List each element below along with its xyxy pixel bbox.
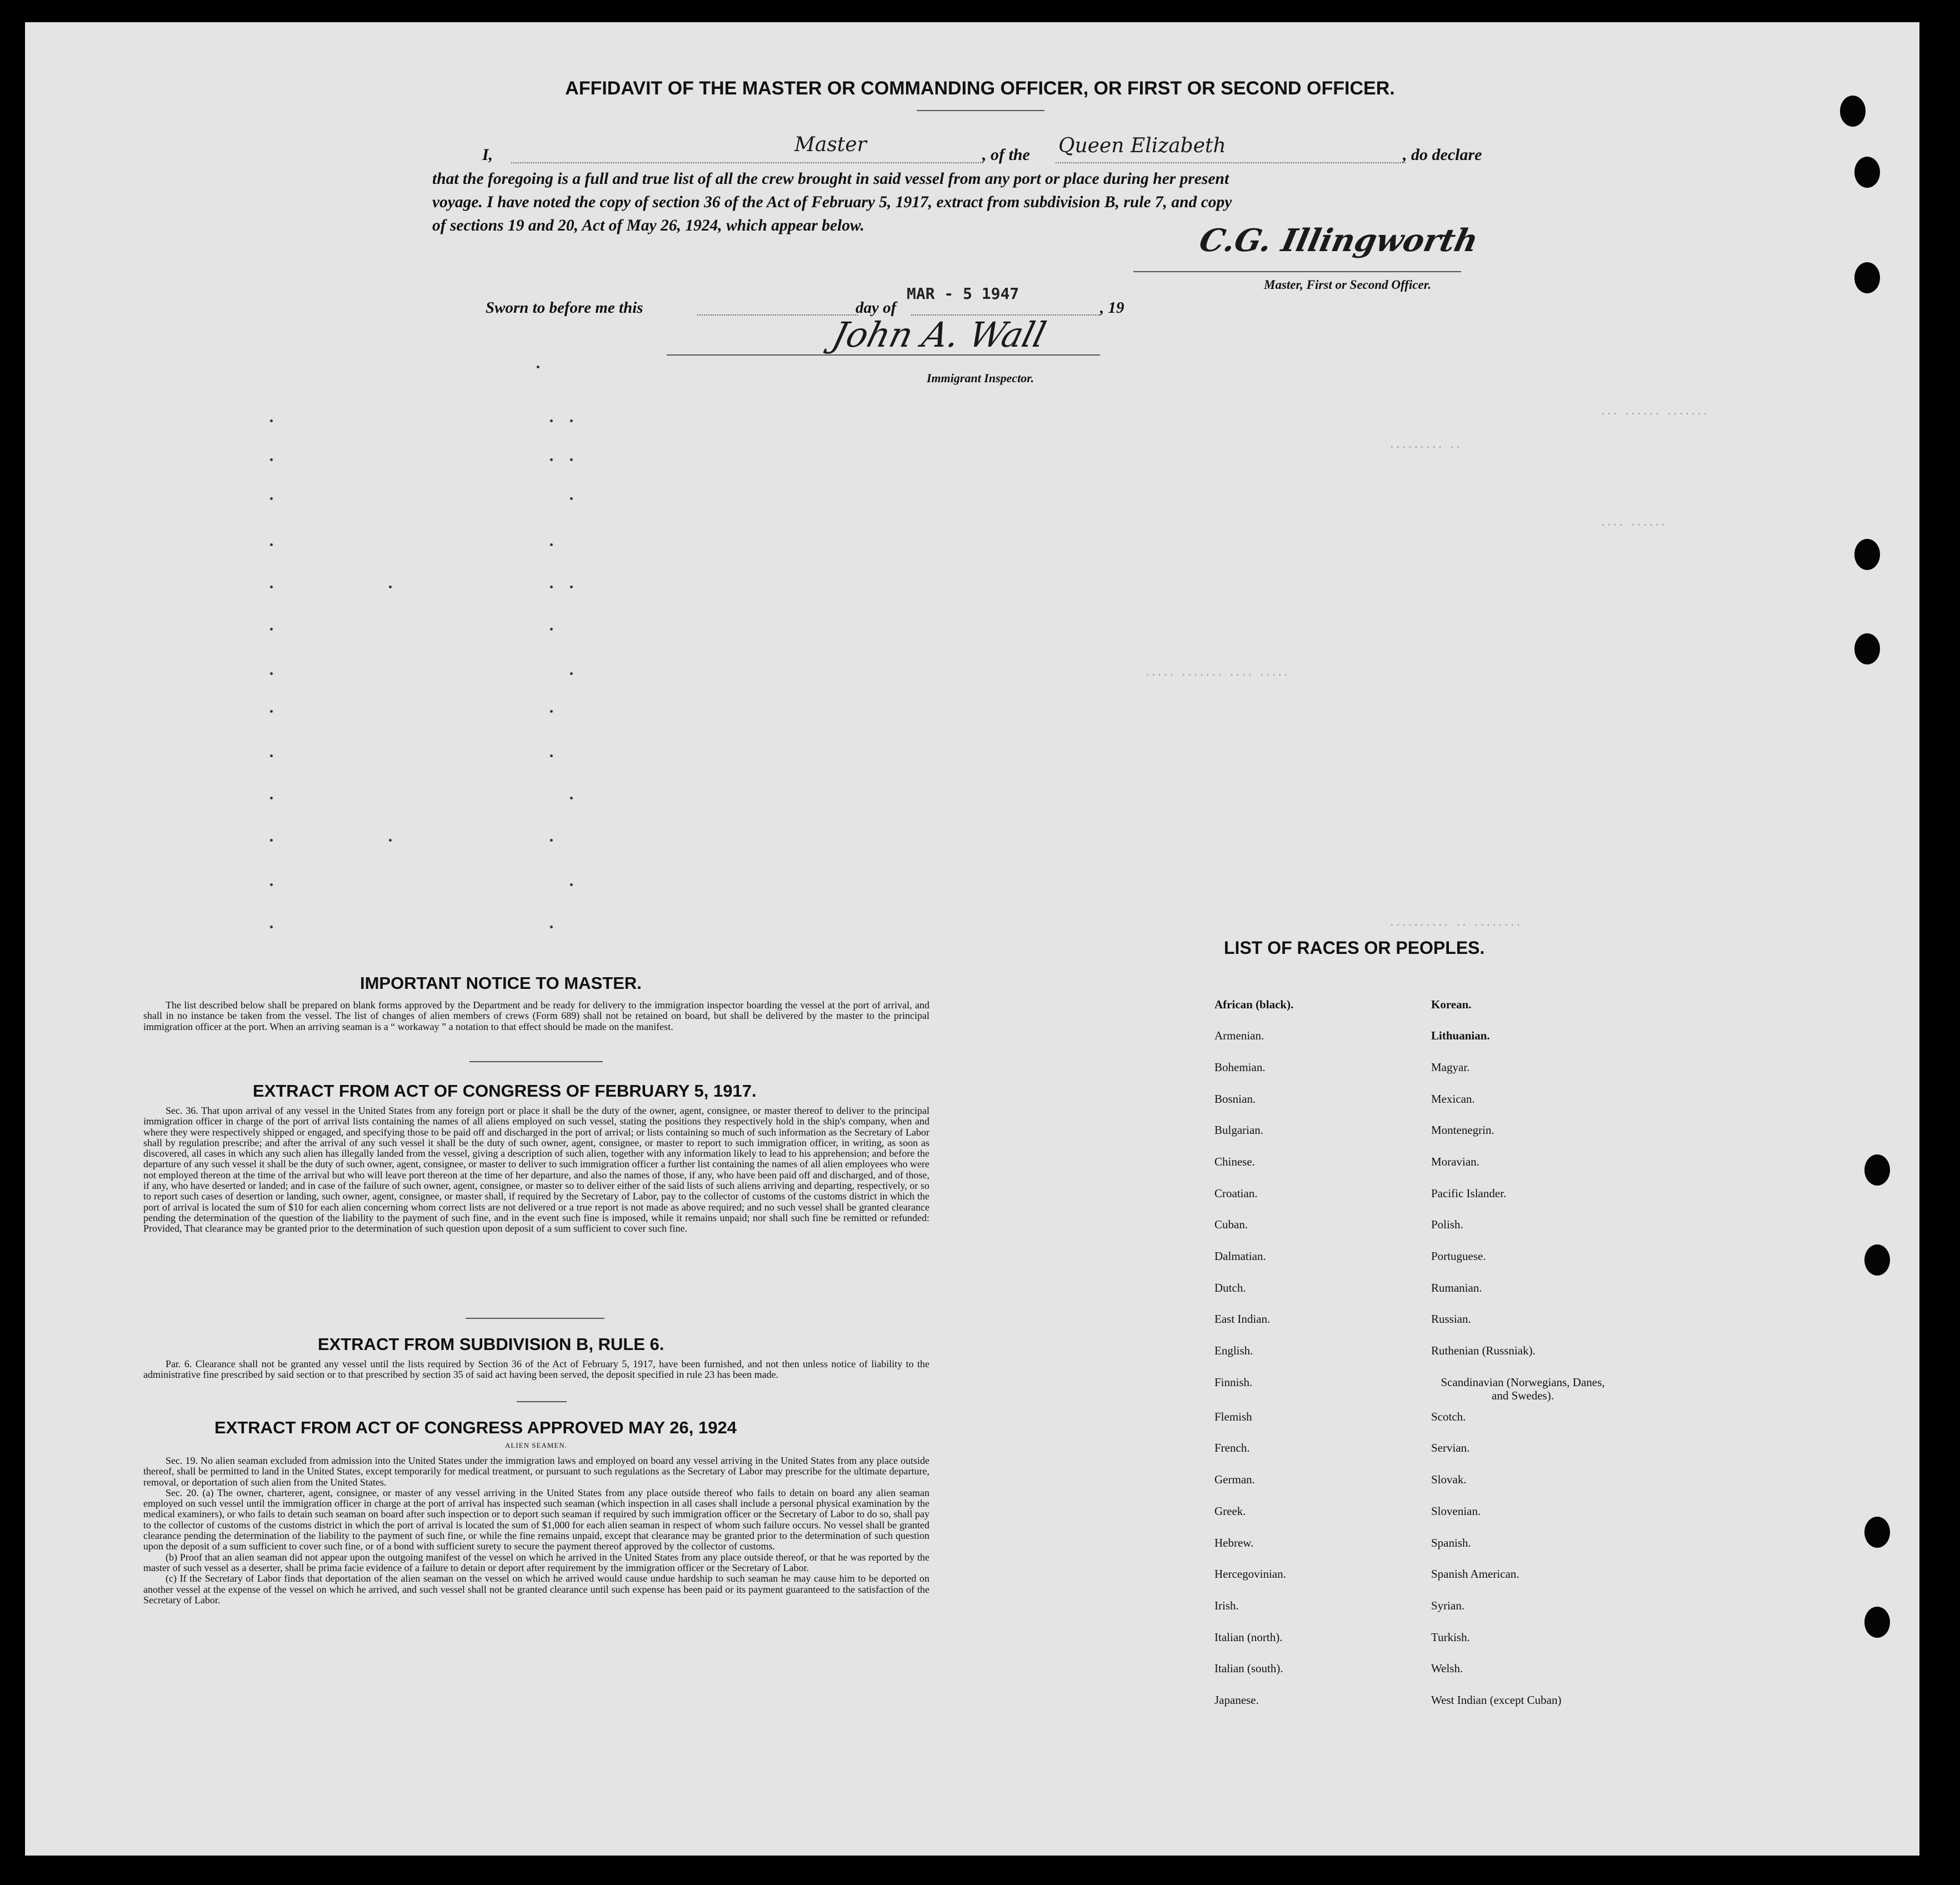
- inspector-caption: Immigrant Inspector.: [927, 371, 1034, 385]
- form-dot: [550, 839, 553, 842]
- form-dot: [550, 419, 553, 422]
- race-item: West Indian (except Cuban): [1431, 1693, 1562, 1707]
- race-item: Lithuanian.: [1431, 1029, 1490, 1042]
- section-divider: [517, 1401, 567, 1402]
- extract-1924-title: EXTRACT FROM ACT OF CONGRESS APPROVED MAY 26, 1924: [214, 1418, 737, 1437]
- race-item: Dutch.: [1214, 1281, 1246, 1294]
- affidavit-line-2: that the foregoing is a full and true list of all the crew brought in said vessel from any port or place during her present: [432, 170, 1229, 188]
- form-dot: [550, 754, 553, 757]
- form-dot: [570, 419, 573, 422]
- form-dot: [570, 797, 573, 799]
- form-dot: [389, 586, 392, 588]
- extract-1917-text: [143, 1106, 929, 1234]
- race-item: Spanish.: [1431, 1536, 1471, 1549]
- form-dot: [570, 883, 573, 886]
- form-dot: [270, 628, 273, 631]
- race-item: Italian (south).: [1214, 1662, 1283, 1675]
- sec-20b-paragraph: (b) Proof that an alien seaman did not appear upon the outgoing manifest of the vessel on which he arrived in the United States from any place outside thereof, or that he was reported by the master of such vessel as a deserter, shall be prima facie evidence of a failure to detain or deport after requirement by the immigration officer or the Secretary of Labor.: [143, 1551, 929, 1573]
- race-item: Welsh.: [1431, 1662, 1463, 1675]
- race-item: Scotch.: [1431, 1410, 1466, 1423]
- sworn-day-line: [697, 314, 858, 316]
- race-item: Finnish.: [1214, 1376, 1253, 1389]
- race-item: Servian.: [1431, 1441, 1470, 1454]
- form-dot: [270, 839, 273, 842]
- race-item: Magyar.: [1431, 1061, 1470, 1074]
- alien-seamen-subtitle: ALIEN SEAMEN.: [505, 1441, 567, 1449]
- race-item: East Indian.: [1214, 1312, 1271, 1326]
- race-item: Bosnian.: [1214, 1092, 1256, 1106]
- sworn-label: Sworn to before me this: [486, 299, 643, 317]
- title-underline: [917, 110, 1044, 111]
- races-title: LIST OF RACES OR PEOPLES.: [1224, 938, 1485, 958]
- binder-hole: [1864, 1517, 1890, 1548]
- form-dot: [270, 586, 273, 588]
- race-item: Slovenian.: [1431, 1504, 1481, 1518]
- race-item: Korean.: [1431, 998, 1472, 1011]
- form-dot: [570, 586, 573, 588]
- extract-1917-title: EXTRACT FROM ACT OF CONGRESS OF FEBRUARY 5, 1917.: [253, 1081, 757, 1101]
- form-dot: [270, 926, 273, 928]
- signature-line: [1133, 271, 1461, 272]
- race-item: Montenegrin.: [1431, 1123, 1494, 1137]
- race-item: Rumanian.: [1431, 1281, 1482, 1294]
- affidavit-line-4: of sections 19 and 20, Act of May 26, 1924, which appear below.: [432, 217, 864, 234]
- i-label: I,: [482, 146, 493, 164]
- binder-hole: [1854, 539, 1880, 570]
- form-dot: [550, 458, 553, 461]
- notice-paragraph: The list described below shall be prepared on blank forms approved by the Department and be ready for delivery to the immigration inspector boarding the vessel at the port of arrival, and shall in no instance be taken from the vessel. The list of changes of alien members of crews (Form 689) shall not be retained on board, but shall be delivered by the master to the principal immigration officer at the port. When an arriving seaman is a “ workaway ” a notation to that effect should be made on the manifest.: [143, 999, 929, 1032]
- form-dot: [270, 458, 273, 461]
- bleed-through-text: ..... ....... .... .....: [1144, 667, 1289, 678]
- race-item: Italian (north).: [1214, 1631, 1283, 1644]
- binder-hole: [1854, 157, 1880, 188]
- race-item: Polish.: [1431, 1218, 1463, 1231]
- form-dot: [537, 366, 539, 368]
- inspector-signature: John A. Wall: [828, 314, 1051, 355]
- binder-hole: [1864, 1607, 1890, 1638]
- rank-handwritten: Master: [794, 133, 867, 156]
- sec-20c-paragraph: (c) If the Secretary of Labor finds that deportation of the alien seaman on the vessel on which he arrived would cause undue hardship to such seaman he may cause him to be deported on another vessel at the expense of the vessel on which he arrived, and such vessel shall not be granted clearance until such expense has been paid or its payment guaranteed to the satisfaction of the Secretary of Labor.: [143, 1573, 929, 1606]
- form-dot: [570, 497, 573, 500]
- binder-hole: [1840, 96, 1866, 127]
- section-divider: [469, 1061, 603, 1062]
- binder-hole: [1864, 1154, 1890, 1186]
- bleed-through-text: .......... .. ........: [1389, 917, 1522, 928]
- binder-hole: [1854, 262, 1880, 293]
- race-item: Greek.: [1214, 1504, 1246, 1518]
- race-item: Spanish American.: [1431, 1567, 1519, 1581]
- race-item: English.: [1214, 1344, 1253, 1357]
- section-divider: [466, 1318, 604, 1319]
- of-the-label: , of the: [982, 146, 1030, 164]
- affidavit-line-3: voyage. I have noted the copy of section 36 of the Act of February 5, 1917, extract from subdivision B, rule 7, and copy: [432, 193, 1232, 211]
- form-dot: [270, 419, 273, 422]
- race-item: German.: [1214, 1473, 1255, 1486]
- date-stamp: MAR - 5 1947: [907, 284, 1019, 303]
- sec-36-paragraph: Sec. 36. That upon arrival of any vessel in the United States from any foreign port or place it shall be the duty of the owner, agent, consignee, or master thereof to deliver to the principal immigration officer in charge of the port of arrival lists containing the names of all aliens employed on such vessel, stating the positions they respectively hold in the ship's company, when and where they were respectively shipped or engaged, and specifying those to be paid off and discharged in the port of arrival; or lists containing so much of such information as the Secretary of Labor shall by regulation prescribe; and after the arrival of any such vessel it shall be the duty of such owner, agent, consignee, or master to report to such immigration officer, in writing, as soon as discovered, all cases in which any such alien has illegally landed from the vessel, giving a description of such alien, together with any information likely to lead to his apprehension; and before the departure of any such vessel it shall be the duty of such owner, agent, consignee, or master to deliver to such immigration officer a further list containing the names of all alien employees who were not employed thereon at the time of the arrival but who will leave port thereon at the time of her departure, and also the names of those, if any, who have been paid off and discharged, and of those, if any, who have deserted or landed; and in case of the failure of such owner, agent, consignee, or master so to deliver either of the said lists of such aliens arriving and departing, respectively, or so to report such cases of desertion or landing, such owner, agent, consignee, or master shall, if required by the Secretary of Labor, pay to the collector of customs of the customs district in which the port of arrival is located the sum of $10 for each alien concerning whom correct lists are not delivered or a true report is not made as above required; and no such vessel shall be granted clearance pending the determination of the question of the liability to the payment of such fine, and in the event such fine is imposed, while it remains unpaid; nor shall such fine be remitted or refunded: Provided, That clearance may be granted prior to the determination of such question upon deposit of a sum sufficient to cover such fine.: [143, 1105, 930, 1234]
- extract-1924-text: [143, 1456, 929, 1606]
- binder-hole: [1854, 633, 1880, 664]
- bleed-through-text: .... ......: [1600, 517, 1667, 528]
- race-item: Russian.: [1431, 1312, 1471, 1326]
- race-item: Chinese.: [1214, 1155, 1255, 1168]
- form-dot: [550, 926, 553, 928]
- form-dot: [270, 883, 273, 886]
- year-label: , 19: [1100, 299, 1124, 317]
- race-item: Croatian.: [1214, 1187, 1258, 1200]
- race-item: Dalmatian.: [1214, 1249, 1266, 1263]
- vessel-line: [1056, 162, 1406, 163]
- race-item: Moravian.: [1431, 1155, 1479, 1168]
- subdivision-text: [143, 1359, 929, 1381]
- bleed-through-text: ... ...... .......: [1600, 406, 1709, 417]
- race-item: Turkish.: [1431, 1631, 1470, 1644]
- form-dot: [389, 839, 392, 842]
- race-item: Armenian.: [1214, 1029, 1264, 1042]
- form-dot: [270, 497, 273, 500]
- vessel-handwritten: Queen Elizabeth: [1058, 134, 1226, 157]
- race-item: Mexican.: [1431, 1092, 1475, 1106]
- form-dot: [570, 458, 573, 461]
- notice-text: [143, 1000, 929, 1032]
- race-item: Portuguese.: [1431, 1249, 1486, 1263]
- sec-19-paragraph: Sec. 19. No alien seaman excluded from admission into the United States under the immigration laws and employed on board any vessel arriving in the United States from any place outside thereof, shall be permitted to land in the United States, except temporarily for medical treatment, or pursuant to such regulations as the Secretary of Labor may prescribe for the ultimate departure, removal, or deportation of such alien from the United States.: [143, 1455, 929, 1488]
- form-dot: [270, 672, 273, 675]
- race-item: Irish.: [1214, 1599, 1239, 1612]
- race-item: Hercegovinian.: [1214, 1567, 1286, 1581]
- form-dot: [270, 754, 273, 757]
- signature-caption: Master, First or Second Officer.: [1264, 278, 1432, 292]
- notice-title: IMPORTANT NOTICE TO MASTER.: [360, 973, 642, 993]
- form-dot: [270, 543, 273, 546]
- race-item: Ruthenian (Russniak).: [1431, 1344, 1536, 1357]
- bleed-through-text: ......... ..: [1389, 439, 1462, 451]
- race-item: Flemish: [1214, 1410, 1252, 1423]
- form-dot: [270, 710, 273, 713]
- form-dot: [550, 543, 553, 546]
- form-dot: [550, 710, 553, 713]
- par-6-paragraph: Par. 6. Clearance shall not be granted any vessel until the lists required by Section 36 of the Act of February 5, 1917, have been furnished, and not then unless notice of liability to the administrative fine prescribed by said section or to that prescribed by section 35 of said act having been served, the deposit specified in rule 23 has been made.: [143, 1358, 929, 1381]
- race-item: Japanese.: [1214, 1693, 1259, 1707]
- sec-20a-paragraph: Sec. 20. (a) The owner, charterer, agent, consignee, or master of any vessel arriving in the United States from any place outside thereof who fails to detain on board any alien seaman employed on such vessel until the immigration officer in charge at the port of arrival has inspected such seaman (which inspection in all cases shall include a personal physical examination by the medical examiners), or who fails to detain such seaman on board after such inspection or to deport such seaman if required by such immigration officer or the Secretary of Labor to do so, shall pay to the collector of customs of the customs district in which the port of arrival is located the sum of $1,000 for each alien seaman in respect of whom such failure occurs. No vessel shall be granted clearance pending the determination of the liability to the payment of such fine, or while the fine remains unpaid, except that clearance may be granted prior to the determination of such question upon the deposit of a sum sufficient to cover such fine, or of a bond with sufficient surety to secure the payment thereof approved by the collector of customs.: [143, 1487, 929, 1552]
- form-dot: [550, 586, 553, 588]
- race-item: African (black).: [1214, 998, 1294, 1011]
- subdivision-title: EXTRACT FROM SUBDIVISION B, RULE 6.: [318, 1334, 664, 1354]
- binder-hole: [1864, 1244, 1890, 1276]
- master-signature: C.G. Illingworth: [1196, 222, 1482, 259]
- race-item: Bohemian.: [1214, 1061, 1266, 1074]
- form-dot: [270, 797, 273, 799]
- do-declare-label: , do declare: [1403, 146, 1482, 164]
- race-item: Hebrew.: [1214, 1536, 1254, 1549]
- form-dot: [550, 628, 553, 631]
- race-item: Slovak.: [1431, 1473, 1467, 1486]
- affidavit-title: AFFIDAVIT OF THE MASTER OR COMMANDING OFFICER, OR FIRST OR SECOND OFFICER.: [565, 78, 1395, 99]
- race-item: Bulgarian.: [1214, 1123, 1264, 1137]
- inspector-line: [667, 354, 1100, 356]
- day-of-label: day of: [856, 299, 897, 317]
- race-item: French.: [1214, 1441, 1250, 1454]
- race-item: Pacific Islander.: [1431, 1187, 1507, 1200]
- race-item: Cuban.: [1214, 1218, 1248, 1231]
- rank-line: [511, 162, 983, 163]
- race-item: Scandinavian (Norwegians, Danes, and Swedes).: [1441, 1376, 1605, 1402]
- form-dot: [570, 672, 573, 675]
- race-item: Syrian.: [1431, 1599, 1465, 1612]
